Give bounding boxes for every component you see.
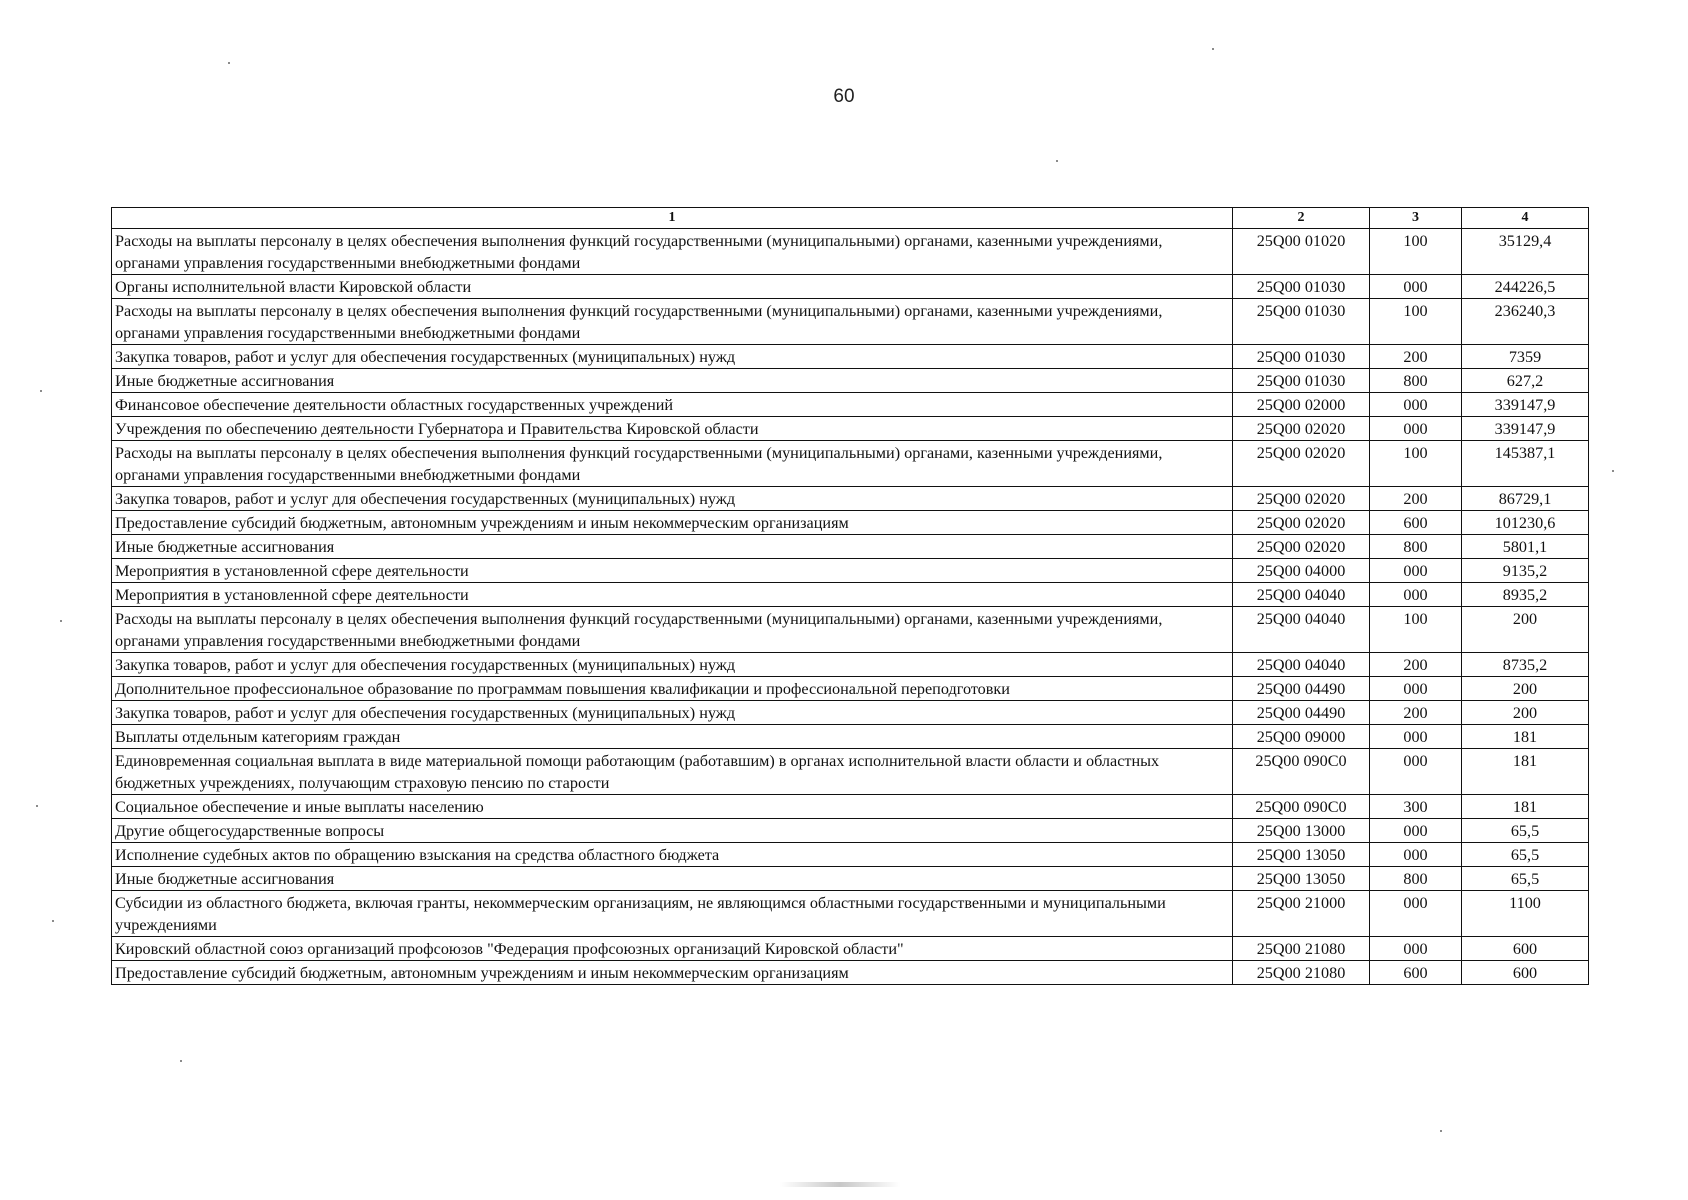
row-code: 25Q00 13050 [1233, 867, 1370, 891]
row-type: 800 [1370, 369, 1462, 393]
row-name: Кировский областной союз организаций профсоюзов "Федерация профсоюзных организаций Кировской области" [112, 937, 1233, 961]
row-code: 25Q00 02020 [1233, 511, 1370, 535]
scan-speck [1212, 48, 1214, 50]
scan-speck [228, 62, 230, 64]
row-code: 25Q00 02020 [1233, 487, 1370, 511]
row-code: 25Q00 01030 [1233, 299, 1370, 345]
row-type: 000 [1370, 937, 1462, 961]
row-type: 000 [1370, 749, 1462, 795]
row-type: 100 [1370, 299, 1462, 345]
table-row [112, 535, 1589, 559]
row-name: Иные бюджетные ассигнования [112, 369, 1233, 393]
row-code: 25Q00 01030 [1233, 345, 1370, 369]
table-row [112, 393, 1589, 417]
row-amount: 5801,1 [1462, 535, 1589, 559]
table-row [112, 607, 1589, 653]
column-header-type: 3 [1370, 208, 1462, 229]
row-type: 200 [1370, 345, 1462, 369]
row-amount: 200 [1462, 607, 1589, 653]
row-name: Финансовое обеспечение деятельности областных государственных учреждений [112, 393, 1233, 417]
row-type: 000 [1370, 725, 1462, 749]
row-type: 100 [1370, 607, 1462, 653]
table-row [112, 961, 1589, 985]
table-row [112, 583, 1589, 607]
row-code: 25Q00 04490 [1233, 701, 1370, 725]
row-code: 25Q00 02020 [1233, 417, 1370, 441]
row-code: 25Q00 090C0 [1233, 749, 1370, 795]
row-name: Иные бюджетные ассигнования [112, 535, 1233, 559]
row-code: 25Q00 02020 [1233, 441, 1370, 487]
column-header-amount: 4 [1462, 208, 1589, 229]
row-amount: 9135,2 [1462, 559, 1589, 583]
row-type: 000 [1370, 559, 1462, 583]
scan-speck [36, 805, 38, 807]
table-row [112, 725, 1589, 749]
scan-speck [52, 920, 54, 922]
row-amount: 181 [1462, 795, 1589, 819]
row-name: Расходы на выплаты персоналу в целях обеспечения выполнения функций государственными (муниципальными) органами, казенными учреждениями, органами управления государственными внебюджетными фондами [112, 299, 1233, 345]
row-name: Учреждения по обеспечению деятельности Губернатора и Правительства Кировской области [112, 417, 1233, 441]
row-type: 300 [1370, 795, 1462, 819]
table-row [112, 843, 1589, 867]
column-header-code: 2 [1233, 208, 1370, 229]
row-code: 25Q00 02000 [1233, 393, 1370, 417]
row-amount: 627,2 [1462, 369, 1589, 393]
row-code: 25Q00 01030 [1233, 369, 1370, 393]
row-code: 25Q00 13000 [1233, 819, 1370, 843]
row-type: 000 [1370, 275, 1462, 299]
row-name: Субсидии из областного бюджета, включая гранты, некоммерческим организациям, не являющимся областными государственными и муниципальными учреждениями [112, 891, 1233, 937]
row-type: 800 [1370, 535, 1462, 559]
row-code: 25Q00 04040 [1233, 607, 1370, 653]
row-name: Исполнение судебных актов по обращению взыскания на средства областного бюджета [112, 843, 1233, 867]
row-name: Дополнительное профессиональное образование по программам повышения квалификации и профессиональной переподготовки [112, 677, 1233, 701]
scan-speck [1440, 1130, 1442, 1132]
row-amount: 65,5 [1462, 819, 1589, 843]
row-code: 25Q00 21080 [1233, 961, 1370, 985]
row-code: 25Q00 090C0 [1233, 795, 1370, 819]
table-row [112, 487, 1589, 511]
row-name: Предоставление субсидий бюджетным, автономным учреждениям и иным некоммерческим организациям [112, 961, 1233, 985]
row-amount: 339147,9 [1462, 393, 1589, 417]
row-name: Расходы на выплаты персоналу в целях обеспечения выполнения функций государственными (муниципальными) органами, казенными учреждениями, органами управления государственными внебюджетными фондами [112, 441, 1233, 487]
row-amount: 600 [1462, 937, 1589, 961]
row-type: 000 [1370, 677, 1462, 701]
table-row [112, 653, 1589, 677]
row-code: 25Q00 13050 [1233, 843, 1370, 867]
row-amount: 339147,9 [1462, 417, 1589, 441]
table-row [112, 677, 1589, 701]
table-row [112, 867, 1589, 891]
row-name: Мероприятия в установленной сфере деятельности [112, 559, 1233, 583]
table-row [112, 345, 1589, 369]
table-row [112, 937, 1589, 961]
row-type: 200 [1370, 701, 1462, 725]
table-row [112, 417, 1589, 441]
scan-speck [1056, 160, 1058, 162]
scan-speck [180, 1060, 182, 1062]
row-type: 200 [1370, 653, 1462, 677]
row-name: Другие общегосударственные вопросы [112, 819, 1233, 843]
row-type: 200 [1370, 487, 1462, 511]
budget-table [111, 207, 1589, 985]
row-type: 000 [1370, 393, 1462, 417]
row-code: 25Q00 04000 [1233, 559, 1370, 583]
row-code: 25Q00 21080 [1233, 937, 1370, 961]
row-amount: 8935,2 [1462, 583, 1589, 607]
table-row [112, 701, 1589, 725]
row-name: Иные бюджетные ассигнования [112, 867, 1233, 891]
row-name: Единовременная социальная выплата в виде материальной помощи работающим (работавшим) в органах исполнительной власти области и областных бюджетных учреждениях, получающим страховую пенсию по старости [112, 749, 1233, 795]
row-amount: 200 [1462, 701, 1589, 725]
row-amount: 600 [1462, 961, 1589, 985]
row-type: 000 [1370, 843, 1462, 867]
row-type: 000 [1370, 891, 1462, 937]
row-name: Закупка товаров, работ и услуг для обеспечения государственных (муниципальных) нужд [112, 345, 1233, 369]
table-row [112, 559, 1589, 583]
row-amount: 1100 [1462, 891, 1589, 937]
table-row [112, 891, 1589, 937]
table-row [112, 275, 1589, 299]
table-row [112, 795, 1589, 819]
row-amount: 145387,1 [1462, 441, 1589, 487]
row-code: 25Q00 01020 [1233, 229, 1370, 275]
row-amount: 35129,4 [1462, 229, 1589, 275]
table-row [112, 441, 1589, 487]
scan-smudge [780, 1182, 900, 1187]
row-amount: 244226,5 [1462, 275, 1589, 299]
row-amount: 86729,1 [1462, 487, 1589, 511]
row-type: 600 [1370, 511, 1462, 535]
row-type: 600 [1370, 961, 1462, 985]
scan-speck [60, 620, 62, 622]
row-name: Выплаты отдельным категориям граждан [112, 725, 1233, 749]
row-amount: 8735,2 [1462, 653, 1589, 677]
row-amount: 65,5 [1462, 843, 1589, 867]
table-row [112, 511, 1589, 535]
row-code: 25Q00 04040 [1233, 653, 1370, 677]
row-code: 25Q00 01030 [1233, 275, 1370, 299]
row-amount: 181 [1462, 725, 1589, 749]
row-type: 100 [1370, 441, 1462, 487]
table-row [112, 369, 1589, 393]
row-type: 100 [1370, 229, 1462, 275]
row-name: Закупка товаров, работ и услуг для обеспечения государственных (муниципальных) нужд [112, 701, 1233, 725]
scan-speck [40, 390, 42, 392]
row-type: 000 [1370, 819, 1462, 843]
table-header-row [112, 208, 1589, 229]
row-name: Расходы на выплаты персоналу в целях обеспечения выполнения функций государственными (муниципальными) органами, казенными учреждениями, органами управления государственными внебюджетными фондами [112, 607, 1233, 653]
row-code: 25Q00 04040 [1233, 583, 1370, 607]
row-code: 25Q00 02020 [1233, 535, 1370, 559]
scan-speck [1612, 470, 1614, 472]
row-type: 800 [1370, 867, 1462, 891]
table-row [112, 229, 1589, 275]
row-name: Предоставление субсидий бюджетным, автономным учреждениям и иным некоммерческим организациям [112, 511, 1233, 535]
table-row [112, 819, 1589, 843]
row-name: Закупка товаров, работ и услуг для обеспечения государственных (муниципальных) нужд [112, 653, 1233, 677]
row-code: 25Q00 09000 [1233, 725, 1370, 749]
row-type: 000 [1370, 417, 1462, 441]
row-name: Расходы на выплаты персоналу в целях обеспечения выполнения функций государственными (муниципальными) органами, казенными учреждениями, органами управления государственными внебюджетными фондами [112, 229, 1233, 275]
row-amount: 101230,6 [1462, 511, 1589, 535]
table-row [112, 299, 1589, 345]
column-header-name: 1 [112, 208, 1233, 229]
page-number: 60 [833, 86, 855, 107]
row-amount: 236240,3 [1462, 299, 1589, 345]
row-name: Социальное обеспечение и иные выплаты населению [112, 795, 1233, 819]
row-amount: 200 [1462, 677, 1589, 701]
row-type: 000 [1370, 583, 1462, 607]
table-row [112, 749, 1589, 795]
row-name: Органы исполнительной власти Кировской области [112, 275, 1233, 299]
row-code: 25Q00 04490 [1233, 677, 1370, 701]
row-amount: 7359 [1462, 345, 1589, 369]
row-name: Закупка товаров, работ и услуг для обеспечения государственных (муниципальных) нужд [112, 487, 1233, 511]
row-amount: 65,5 [1462, 867, 1589, 891]
row-name: Мероприятия в установленной сфере деятельности [112, 583, 1233, 607]
row-code: 25Q00 21000 [1233, 891, 1370, 937]
row-amount: 181 [1462, 749, 1589, 795]
